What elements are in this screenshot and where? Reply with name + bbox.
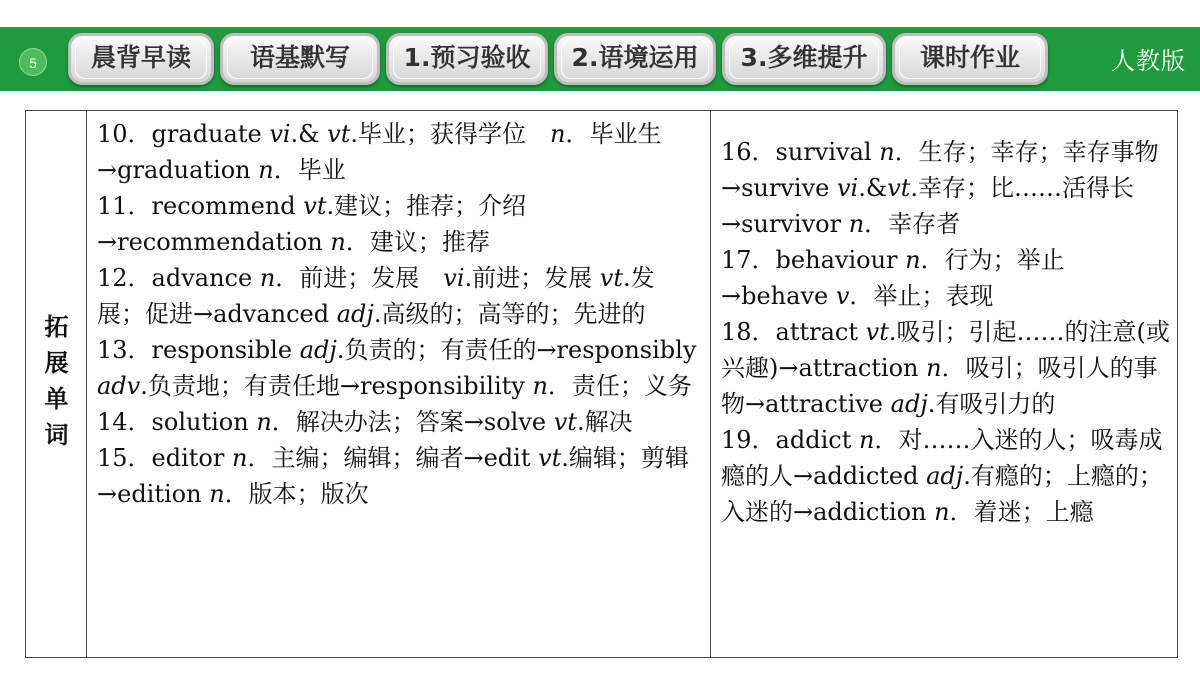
- entry-text: .编辑；剪辑→edition: [97, 444, 689, 508]
- entry-text: ．版本；版次: [224, 480, 369, 508]
- entry-text: 16．: [721, 138, 776, 166]
- entry-text: 10．: [97, 120, 152, 148]
- part-of-speech: vt: [887, 174, 911, 202]
- entry-text: attract: [775, 318, 859, 346]
- entry-text: 18．: [721, 318, 776, 346]
- part-of-speech: vt: [599, 264, 623, 292]
- vocab-table: [25, 110, 1178, 658]
- part-of-speech: vt: [538, 444, 562, 472]
- entry-text: .负责地；有责任地→responsibility: [140, 372, 533, 400]
- entry-text: .毕业；获得学位: [350, 120, 551, 148]
- entry-text: ．解决办法；答案→solve: [271, 408, 554, 436]
- entry-text: ．毕业生→graduation: [97, 120, 662, 184]
- entry-text: behaviour: [775, 246, 898, 274]
- part-of-speech: vt: [327, 120, 351, 148]
- tab-multi-improve[interactable]: [722, 33, 886, 85]
- part-of-speech: vt: [553, 408, 577, 436]
- tab-morning-reading[interactable]: [68, 33, 214, 85]
- entry-text: .建议；推荐；介绍→recommendation: [97, 192, 527, 256]
- entry-text: responsible: [151, 336, 293, 364]
- edition-label: 人教版: [1111, 47, 1186, 75]
- part-of-speech: vi: [269, 120, 291, 148]
- entry-text: ．着迷；上瘾: [949, 498, 1094, 526]
- part-of-speech: n: [879, 138, 895, 166]
- entry-text: ．责任；义务: [547, 372, 692, 400]
- entry-text: .解决: [576, 408, 633, 436]
- entry-text: graduate: [151, 120, 262, 148]
- tab-label: 2.语境运用: [571, 43, 699, 72]
- entry-text: ．幸存者: [864, 210, 961, 238]
- entry-text: 17．: [721, 246, 776, 274]
- section-label-cell: [26, 111, 87, 657]
- part-of-speech: adj: [890, 390, 928, 418]
- entry-text: 19．: [721, 426, 776, 454]
- part-of-speech: n: [259, 264, 276, 292]
- section-label-char: 词: [44, 421, 69, 449]
- part-of-speech: n: [232, 444, 248, 472]
- part-of-speech: vt: [865, 318, 889, 346]
- left-entries-column: [87, 111, 711, 657]
- entry-text: ．前进；发展: [275, 264, 444, 292]
- entry-text: 15．: [97, 444, 152, 472]
- vocab-entry-18: [721, 314, 1171, 422]
- entry-text: ．吸引；吸引人的事物→attractive: [721, 354, 1158, 418]
- tab-label: 3.多维提升: [740, 43, 868, 72]
- tab-label: 语基默写: [249, 43, 350, 72]
- entry-text: ．建议；推荐: [345, 228, 490, 256]
- entry-text: ．对……入迷的人；吸毒成瘾的人→addicted: [721, 426, 1163, 490]
- part-of-speech: vi: [836, 174, 859, 202]
- entry-text: 13．: [97, 336, 152, 364]
- entry-text: .发展；促进→advanced: [97, 264, 655, 328]
- entry-text: 12．: [97, 264, 152, 292]
- part-of-speech: adj: [926, 462, 964, 490]
- section-label-char: 拓: [44, 313, 69, 341]
- entry-text: ．举止；表现: [849, 282, 994, 310]
- entry-text: .高级的；高等的；先进的: [373, 300, 646, 328]
- section-label-char: 展: [44, 349, 69, 377]
- entry-text: .有吸引力的: [927, 390, 1056, 418]
- entry-text: .有瘾的；上瘾的；入迷的→addiction: [721, 462, 1163, 526]
- vocab-entry-10: [97, 116, 702, 188]
- entry-text: .前进；发展: [464, 264, 600, 292]
- part-of-speech: n: [905, 246, 921, 274]
- vocab-entry-15: [97, 440, 702, 512]
- vocab-entry-14: [97, 404, 702, 440]
- entry-text: .&: [290, 120, 328, 148]
- entry-text: editor: [151, 444, 225, 472]
- entry-text: ．毕业: [273, 156, 346, 184]
- part-of-speech: n: [550, 120, 566, 148]
- entry-text: 14．: [97, 408, 152, 436]
- vocab-entry-17: [721, 242, 1171, 314]
- tab-label: 课时作业: [919, 43, 1020, 72]
- vocab-entry-11: [97, 188, 702, 260]
- entry-text: addict: [775, 426, 852, 454]
- entry-text: survival: [775, 138, 872, 166]
- part-of-speech: adj: [336, 300, 374, 328]
- entry-text: recommend: [151, 192, 296, 220]
- part-of-speech: vi: [443, 264, 465, 292]
- tab-context-use[interactable]: [554, 33, 716, 85]
- vocab-entry-19: [721, 422, 1171, 530]
- entry-text: .&: [858, 174, 888, 202]
- tab-label: 1.预习验收: [403, 43, 531, 72]
- part-of-speech: n: [934, 498, 950, 526]
- part-of-speech: adv: [97, 372, 141, 400]
- entry-text: .幸存；比……活得长→survivor: [721, 174, 1135, 238]
- part-of-speech: adj: [299, 336, 337, 364]
- entry-text: 11．: [97, 192, 152, 220]
- tab-vocab-dictation[interactable]: [220, 33, 380, 85]
- part-of-speech: n: [258, 156, 274, 184]
- part-of-speech: vt: [303, 192, 327, 220]
- part-of-speech: n: [330, 228, 346, 256]
- section-label-char: 单: [44, 385, 69, 413]
- vocab-entry-16: [721, 134, 1171, 242]
- part-of-speech: n: [926, 354, 942, 382]
- vocab-entry-12: [97, 260, 702, 332]
- section-label: [26, 309, 87, 453]
- entry-text: ．行为；举止→behave: [721, 246, 1065, 310]
- entry-text: ．生存；幸存；幸存事物→survive: [721, 138, 1159, 202]
- tab-label: 晨背早读: [90, 43, 191, 72]
- part-of-speech: n: [532, 372, 548, 400]
- tab-homework[interactable]: [892, 33, 1048, 85]
- part-of-speech: n: [209, 480, 225, 508]
- entry-text: ．主编；编辑；编者→edit: [247, 444, 539, 472]
- entry-text: advance: [151, 264, 253, 292]
- right-entries-column: [711, 111, 1177, 657]
- part-of-speech: n: [848, 210, 865, 238]
- entry-text: solution: [151, 408, 249, 436]
- part-of-speech: v: [835, 282, 850, 310]
- vocab-entry-13: [97, 332, 702, 404]
- page-number-badge: 5: [19, 48, 47, 76]
- entry-text: .负责的；有责任的→responsibly: [336, 336, 697, 364]
- part-of-speech: n: [256, 408, 272, 436]
- entry-text: .吸引；引起……的注意(或兴趣)→attraction: [721, 318, 1170, 382]
- part-of-speech: n: [858, 426, 875, 454]
- tab-preview-check[interactable]: [386, 33, 548, 85]
